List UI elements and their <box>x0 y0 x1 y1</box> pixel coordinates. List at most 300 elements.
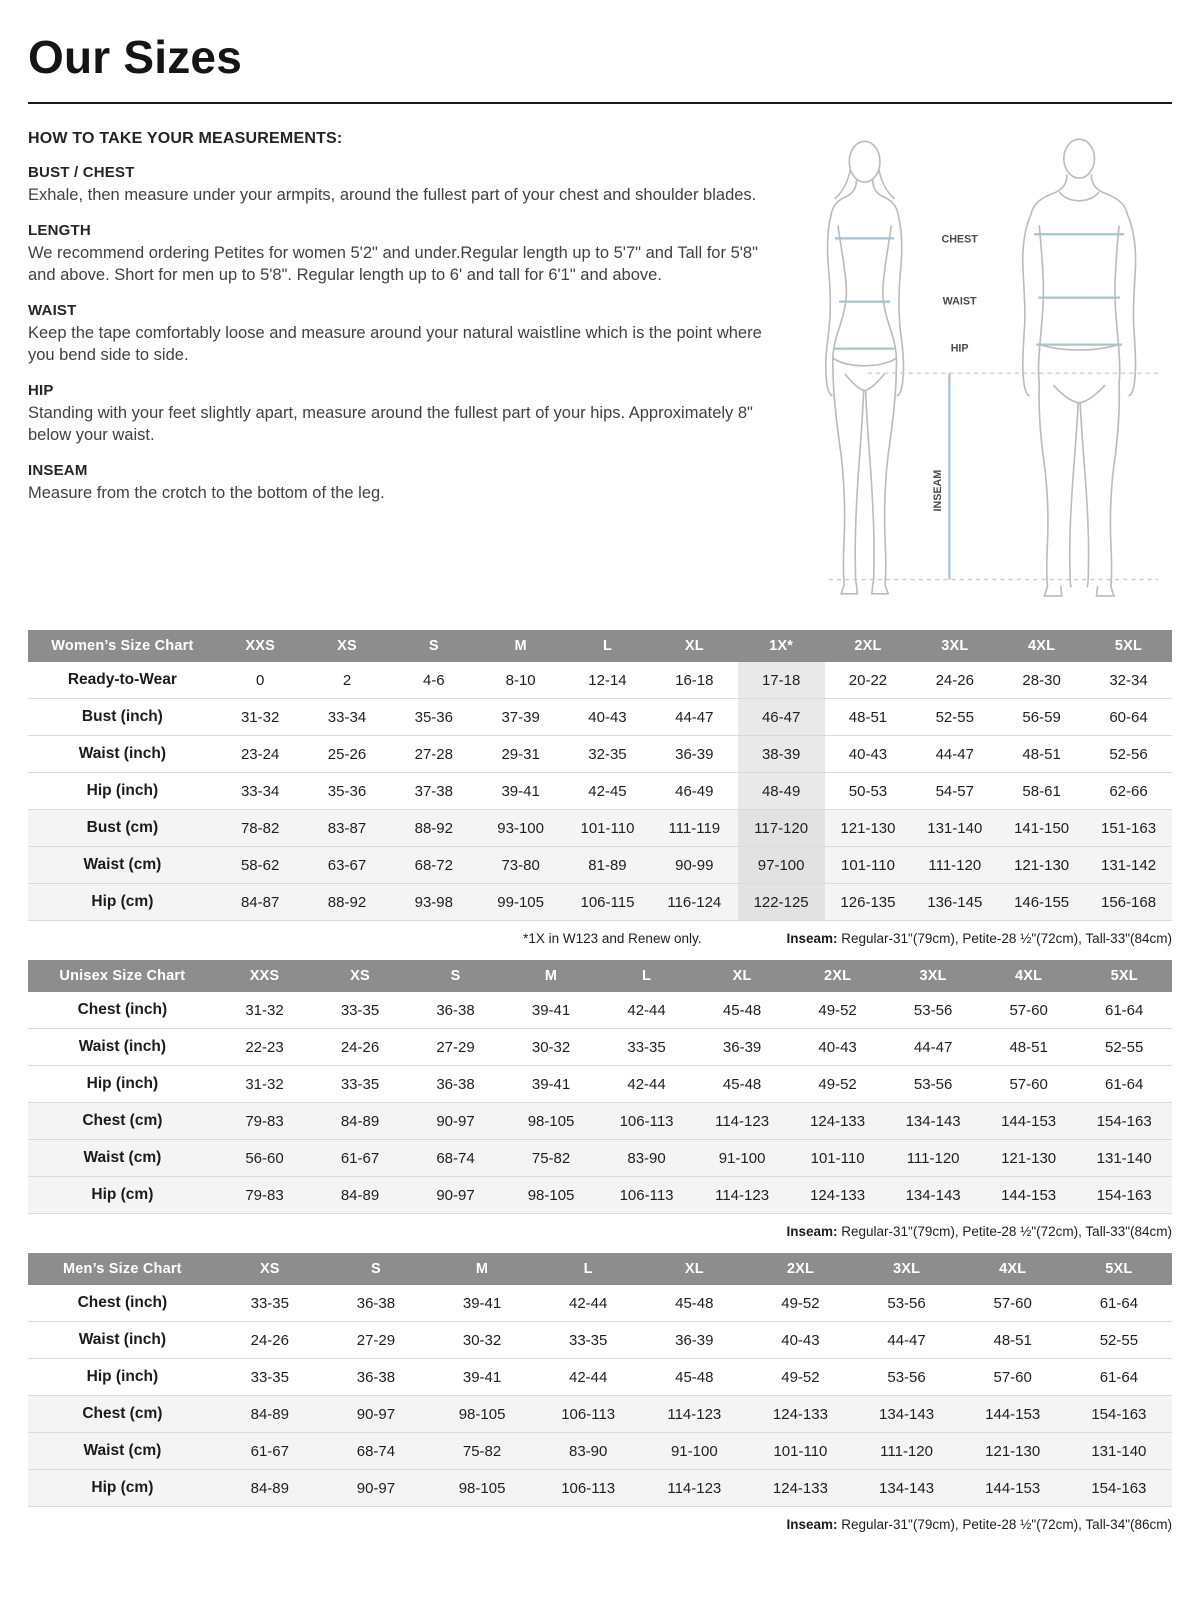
size-value-cell: 144-153 <box>981 1103 1077 1140</box>
size-value-cell: 27-29 <box>323 1322 429 1359</box>
size-value-cell: 131-140 <box>1066 1433 1172 1470</box>
size-value-cell: 126-135 <box>825 884 912 921</box>
instruction-label: BUST / CHEST <box>28 164 135 181</box>
row-label-cell: Hip (cm) <box>28 1470 217 1507</box>
size-value-cell: 30-32 <box>503 1029 599 1066</box>
size-value-cell: 84-89 <box>217 1396 323 1433</box>
size-value-cell: 54-57 <box>911 773 998 810</box>
size-value-cell: 79-83 <box>217 1177 313 1214</box>
size-value-cell: 57-60 <box>981 1066 1077 1103</box>
size-table-row <box>28 1285 1172 1322</box>
size-value-cell: 98-105 <box>429 1396 535 1433</box>
size-value-cell: 48-51 <box>960 1322 1066 1359</box>
size-value-cell: 42-44 <box>599 992 695 1029</box>
size-value-cell: 40-43 <box>790 1029 886 1066</box>
mens-table-footnotes <box>28 1517 1172 1532</box>
size-value-cell: 36-38 <box>323 1359 429 1396</box>
unisex-size-chart-section <box>28 960 1172 1239</box>
size-column-header: M <box>477 630 564 662</box>
size-table-row <box>28 1433 1172 1470</box>
size-column-header: XL <box>694 960 790 992</box>
instruction-section-length <box>28 222 768 287</box>
instruction-label: WAIST <box>28 301 77 319</box>
size-value-cell: 42-45 <box>564 773 651 810</box>
size-column-header: M <box>503 960 599 992</box>
size-value-cell: 141-150 <box>998 810 1085 847</box>
size-value-cell: 27-29 <box>408 1029 504 1066</box>
size-value-cell: 61-64 <box>1066 1359 1172 1396</box>
size-column-header: L <box>599 960 695 992</box>
instruction-label: INSEAM <box>28 461 88 479</box>
row-label-cell: Waist (cm) <box>28 1140 217 1177</box>
size-table-row <box>28 1066 1172 1103</box>
size-value-cell: 68-72 <box>390 847 477 884</box>
size-column-header: S <box>323 1253 429 1285</box>
size-value-cell: 52-55 <box>911 699 998 736</box>
size-value-cell: 98-105 <box>503 1177 599 1214</box>
size-value-cell: 101-110 <box>825 847 912 884</box>
diagram-label-group <box>932 233 978 511</box>
table-footnote: Inseam: Regular-31"(79cm), Petite-28 ½"(72cm), Tall-33"(84cm) <box>786 931 1172 947</box>
size-table-header-row <box>28 960 1172 992</box>
size-value-cell: 121-130 <box>960 1433 1066 1470</box>
size-column-header: 5XL <box>1076 960 1172 992</box>
size-table-row <box>28 1140 1172 1177</box>
size-value-cell: 75-82 <box>503 1140 599 1177</box>
size-value-cell: 98-105 <box>429 1470 535 1507</box>
row-label-cell: Chest (cm) <box>28 1396 217 1433</box>
size-value-cell: 49-52 <box>790 992 886 1029</box>
size-column-header: 3XL <box>911 630 998 662</box>
size-table-header-row <box>28 630 1172 662</box>
mens-size-chart-section <box>28 1253 1172 1532</box>
size-value-cell: 68-74 <box>408 1140 504 1177</box>
size-value-cell: 144-153 <box>960 1470 1066 1507</box>
size-value-cell: 106-113 <box>599 1103 695 1140</box>
size-value-cell: 4-6 <box>390 662 477 699</box>
size-value-cell: 2 <box>304 662 391 699</box>
size-value-cell: 16-18 <box>651 662 738 699</box>
size-value-cell: 36-39 <box>651 736 738 773</box>
size-value-cell: 114-123 <box>694 1177 790 1214</box>
size-value-cell: 111-120 <box>885 1140 981 1177</box>
size-value-cell: 79-83 <box>217 1103 313 1140</box>
size-value-cell: 61-64 <box>1066 1285 1172 1322</box>
size-value-cell: 57-60 <box>981 992 1077 1029</box>
size-value-cell: 24-26 <box>217 1322 323 1359</box>
size-value-cell: 75-82 <box>429 1433 535 1470</box>
size-table-row <box>28 699 1172 736</box>
instruction-section-waist <box>28 302 768 367</box>
size-value-cell: 144-153 <box>981 1177 1077 1214</box>
row-label-cell: Bust (cm) <box>28 810 217 847</box>
size-column-header: 2XL <box>747 1253 853 1285</box>
size-value-cell: 84-87 <box>217 884 304 921</box>
size-value-cell: 28-30 <box>998 662 1085 699</box>
size-table-row <box>28 1322 1172 1359</box>
size-column-header: 2XL <box>825 630 912 662</box>
size-value-cell: 106-113 <box>535 1470 641 1507</box>
size-value-cell: 25-26 <box>304 736 391 773</box>
size-value-cell: 58-62 <box>217 847 304 884</box>
size-value-cell: 31-32 <box>217 992 313 1029</box>
size-table-row <box>28 1029 1172 1066</box>
hip-diagram-label: HIP <box>950 342 969 355</box>
instruction-text: We recommend ordering Petites for women 5'2" and under.Regular length up to 5'7" and Tall for 5'8" and above. Short for men up to 5'8". Regular length up to 6' and tall for 6'1" and above. <box>28 243 758 284</box>
size-column-header: 5XL <box>1066 1253 1172 1285</box>
size-table-row <box>28 1103 1172 1140</box>
howto-heading: HOW TO TAKE YOUR MEASUREMENTS: <box>28 130 343 147</box>
size-value-cell: 84-89 <box>312 1103 408 1140</box>
size-value-cell: 33-35 <box>535 1322 641 1359</box>
size-table-row <box>28 1359 1172 1396</box>
size-value-cell: 39-41 <box>477 773 564 810</box>
size-column-header: XS <box>312 960 408 992</box>
size-value-cell: 144-153 <box>960 1396 1066 1433</box>
table-title-cell: Men’s Size Chart <box>28 1253 217 1285</box>
size-value-cell: 83-90 <box>599 1140 695 1177</box>
size-value-cell: 30-32 <box>429 1322 535 1359</box>
size-value-cell: 106-113 <box>599 1177 695 1214</box>
size-value-cell: 63-67 <box>304 847 391 884</box>
size-value-cell: 91-100 <box>641 1433 747 1470</box>
size-value-cell: 56-60 <box>217 1140 313 1177</box>
row-label-cell: Chest (inch) <box>28 992 217 1029</box>
title-divider <box>28 102 1172 104</box>
size-table-row <box>28 847 1172 884</box>
size-value-cell: 53-56 <box>854 1359 960 1396</box>
row-label-cell: Waist (inch) <box>28 1322 217 1359</box>
size-table-row <box>28 662 1172 699</box>
size-value-cell: 60-64 <box>1085 699 1172 736</box>
size-value-cell: 12-14 <box>564 662 651 699</box>
man-figure-outline <box>1023 139 1136 596</box>
size-value-cell: 136-145 <box>911 884 998 921</box>
size-value-cell: 84-89 <box>312 1177 408 1214</box>
size-value-cell: 29-31 <box>477 736 564 773</box>
size-value-cell: 90-97 <box>408 1177 504 1214</box>
size-value-cell: 48-51 <box>825 699 912 736</box>
intro-row <box>28 128 1172 608</box>
size-value-cell: 58-61 <box>998 773 1085 810</box>
row-label-cell: Chest (inch) <box>28 1285 217 1322</box>
size-value-cell: 36-39 <box>694 1029 790 1066</box>
size-value-cell: 35-36 <box>390 699 477 736</box>
size-column-header: 4XL <box>960 1253 1066 1285</box>
row-label-cell: Chest (cm) <box>28 1103 217 1140</box>
size-value-cell: 33-35 <box>599 1029 695 1066</box>
size-value-cell: 45-48 <box>641 1359 747 1396</box>
measurement-diagram <box>788 128 1166 608</box>
size-value-cell: 36-38 <box>408 1066 504 1103</box>
row-label-cell: Ready-to-Wear <box>28 662 217 699</box>
size-value-cell: 49-52 <box>747 1285 853 1322</box>
size-value-cell: 90-99 <box>651 847 738 884</box>
size-value-cell: 88-92 <box>304 884 391 921</box>
size-value-cell: 68-74 <box>323 1433 429 1470</box>
size-value-cell: 44-47 <box>854 1322 960 1359</box>
size-value-cell: 40-43 <box>825 736 912 773</box>
size-value-cell: 83-87 <box>304 810 391 847</box>
size-value-cell: 35-36 <box>304 773 391 810</box>
size-value-cell: 134-143 <box>854 1470 960 1507</box>
size-column-header: S <box>408 960 504 992</box>
size-value-cell: 49-52 <box>747 1359 853 1396</box>
size-value-cell: 20-22 <box>825 662 912 699</box>
size-column-header: S <box>390 630 477 662</box>
size-value-cell: 121-130 <box>998 847 1085 884</box>
size-value-cell: 61-64 <box>1076 1066 1172 1103</box>
size-value-cell: 121-130 <box>825 810 912 847</box>
instruction-text: Keep the tape comfortably loose and measure around your natural waistline which is the point where you bend side to side. <box>28 323 762 364</box>
size-value-cell: 22-23 <box>217 1029 313 1066</box>
size-value-cell: 44-47 <box>651 699 738 736</box>
size-value-cell: 131-140 <box>1076 1140 1172 1177</box>
instruction-label: LENGTH <box>28 221 91 239</box>
size-value-cell: 0 <box>217 662 304 699</box>
unisex-size-table <box>28 960 1172 1214</box>
size-value-cell: 48-51 <box>981 1029 1077 1066</box>
size-value-cell: 106-113 <box>535 1396 641 1433</box>
size-value-cell: 33-34 <box>217 773 304 810</box>
size-value-cell: 24-26 <box>312 1029 408 1066</box>
row-label-cell: Waist (cm) <box>28 1433 217 1470</box>
size-value-cell: 83-90 <box>535 1433 641 1470</box>
size-value-cell: 154-163 <box>1076 1103 1172 1140</box>
size-value-cell: 33-35 <box>312 1066 408 1103</box>
size-value-cell: 42-44 <box>535 1359 641 1396</box>
size-value-cell: 36-39 <box>641 1322 747 1359</box>
mens-size-table <box>28 1253 1172 1507</box>
diagram-column <box>788 128 1166 608</box>
size-value-cell: 114-123 <box>694 1103 790 1140</box>
table-footnote: Inseam: Regular-31"(79cm), Petite-28 ½"(72cm), Tall-34"(86cm) <box>786 1517 1172 1533</box>
size-value-cell: 39-41 <box>503 1066 599 1103</box>
size-column-header: 5XL <box>1085 630 1172 662</box>
inseam-diagram-label: INSEAM <box>932 469 945 512</box>
size-value-cell: 57-60 <box>960 1285 1066 1322</box>
size-value-cell: 114-123 <box>641 1396 747 1433</box>
womens-size-chart-section <box>28 630 1172 946</box>
size-value-cell: 131-140 <box>911 810 998 847</box>
size-value-cell: 38-39 <box>738 736 825 773</box>
size-table-row <box>28 884 1172 921</box>
size-value-cell: 23-24 <box>217 736 304 773</box>
size-value-cell: 33-34 <box>304 699 391 736</box>
size-value-cell: 39-41 <box>503 992 599 1029</box>
row-label-cell: Waist (inch) <box>28 736 217 773</box>
size-value-cell: 48-49 <box>738 773 825 810</box>
page-title: Our Sizes <box>28 31 242 83</box>
size-value-cell: 116-124 <box>651 884 738 921</box>
size-value-cell: 52-55 <box>1076 1029 1172 1066</box>
size-value-cell: 93-98 <box>390 884 477 921</box>
size-value-cell: 61-67 <box>217 1433 323 1470</box>
size-value-cell: 111-120 <box>911 847 998 884</box>
size-value-cell: 36-38 <box>323 1285 429 1322</box>
size-value-cell: 106-115 <box>564 884 651 921</box>
unisex-table-footnotes <box>28 1224 1172 1239</box>
size-column-header: XS <box>217 1253 323 1285</box>
size-value-cell: 101-110 <box>564 810 651 847</box>
size-value-cell: 57-60 <box>960 1359 1066 1396</box>
size-value-cell: 50-53 <box>825 773 912 810</box>
size-value-cell: 44-47 <box>911 736 998 773</box>
size-value-cell: 131-142 <box>1085 847 1172 884</box>
size-column-header: 1X* <box>738 630 825 662</box>
size-value-cell: 40-43 <box>564 699 651 736</box>
row-label-cell: Hip (inch) <box>28 773 217 810</box>
size-value-cell: 39-41 <box>429 1359 535 1396</box>
instruction-text: Standing with your feet slightly apart, measure around the fullest part of your hips. Approximately 8" below your waist. <box>28 403 753 444</box>
size-table-row <box>28 810 1172 847</box>
size-value-cell: 114-123 <box>641 1470 747 1507</box>
size-value-cell: 24-26 <box>911 662 998 699</box>
size-value-cell: 84-89 <box>217 1470 323 1507</box>
size-value-cell: 40-43 <box>747 1322 853 1359</box>
row-label-cell: Waist (cm) <box>28 847 217 884</box>
table-title-cell: Women’s Size Chart <box>28 630 217 662</box>
size-value-cell: 101-110 <box>747 1433 853 1470</box>
size-column-header: 3XL <box>885 960 981 992</box>
size-value-cell: 36-38 <box>408 992 504 1029</box>
size-table-row <box>28 992 1172 1029</box>
size-value-cell: 97-100 <box>738 847 825 884</box>
womens-size-table <box>28 630 1172 921</box>
size-value-cell: 39-41 <box>429 1285 535 1322</box>
size-value-cell: 111-120 <box>854 1433 960 1470</box>
size-value-cell: 151-163 <box>1085 810 1172 847</box>
size-value-cell: 31-32 <box>217 1066 313 1103</box>
size-value-cell: 93-100 <box>477 810 564 847</box>
size-column-header: 4XL <box>981 960 1077 992</box>
size-value-cell: 90-97 <box>323 1396 429 1433</box>
size-value-cell: 53-56 <box>885 992 981 1029</box>
size-column-header: 4XL <box>998 630 1085 662</box>
row-label-cell: Bust (inch) <box>28 699 217 736</box>
size-value-cell: 73-80 <box>477 847 564 884</box>
table-footnote: *1X in W123 and Renew only. <box>523 931 702 947</box>
size-column-header: L <box>535 1253 641 1285</box>
size-column-header: XXS <box>217 630 304 662</box>
womens-table-footnotes <box>28 931 1172 946</box>
size-value-cell: 90-97 <box>323 1470 429 1507</box>
size-value-cell: 124-133 <box>747 1396 853 1433</box>
table-footnote: Inseam: Regular-31"(79cm), Petite-28 ½"(72cm), Tall-33"(84cm) <box>786 1224 1172 1240</box>
size-table-row <box>28 736 1172 773</box>
size-value-cell: 42-44 <box>535 1285 641 1322</box>
size-value-cell: 33-35 <box>312 992 408 1029</box>
size-column-header: XXS <box>217 960 313 992</box>
instruction-section-inseam <box>28 462 768 505</box>
size-value-cell: 122-125 <box>738 884 825 921</box>
size-value-cell: 32-34 <box>1085 662 1172 699</box>
size-value-cell: 45-48 <box>641 1285 747 1322</box>
size-column-header: XL <box>651 630 738 662</box>
row-label-cell: Hip (inch) <box>28 1066 217 1103</box>
size-column-header: 3XL <box>854 1253 960 1285</box>
size-table-header-row <box>28 1253 1172 1285</box>
instruction-section-hip <box>28 382 768 447</box>
size-value-cell: 45-48 <box>694 1066 790 1103</box>
size-value-cell: 99-105 <box>477 884 564 921</box>
size-column-header: XS <box>304 630 391 662</box>
row-label-cell: Hip (inch) <box>28 1359 217 1396</box>
inseam-guide-lines <box>829 373 1158 579</box>
size-value-cell: 31-32 <box>217 699 304 736</box>
row-label-cell: Waist (inch) <box>28 1029 217 1066</box>
size-value-cell: 134-143 <box>885 1177 981 1214</box>
size-value-cell: 156-168 <box>1085 884 1172 921</box>
size-value-cell: 52-56 <box>1085 736 1172 773</box>
size-value-cell: 134-143 <box>854 1396 960 1433</box>
woman-figure-outline <box>826 141 904 594</box>
size-table-row <box>28 1177 1172 1214</box>
size-value-cell: 33-35 <box>217 1359 323 1396</box>
size-value-cell: 81-89 <box>564 847 651 884</box>
size-value-cell: 78-82 <box>217 810 304 847</box>
size-value-cell: 27-28 <box>390 736 477 773</box>
size-value-cell: 154-163 <box>1066 1470 1172 1507</box>
size-value-cell: 46-49 <box>651 773 738 810</box>
size-value-cell: 88-92 <box>390 810 477 847</box>
size-table-row <box>28 1470 1172 1507</box>
size-value-cell: 117-120 <box>738 810 825 847</box>
size-column-header: L <box>564 630 651 662</box>
instruction-text: Exhale, then measure under your armpits, around the fullest part of your chest and shoulder blades. <box>28 186 757 204</box>
instruction-label: HIP <box>28 381 54 399</box>
size-value-cell: 61-67 <box>312 1140 408 1177</box>
size-value-cell: 8-10 <box>477 662 564 699</box>
row-label-cell: Hip (cm) <box>28 1177 217 1214</box>
size-value-cell: 91-100 <box>694 1140 790 1177</box>
size-column-header: M <box>429 1253 535 1285</box>
instruction-section-bust-chest <box>28 164 768 207</box>
size-value-cell: 146-155 <box>998 884 1085 921</box>
size-value-cell: 134-143 <box>885 1103 981 1140</box>
size-table-row <box>28 773 1172 810</box>
size-table-row <box>28 1396 1172 1433</box>
size-value-cell: 49-52 <box>790 1066 886 1103</box>
size-value-cell: 90-97 <box>408 1103 504 1140</box>
size-value-cell: 101-110 <box>790 1140 886 1177</box>
size-value-cell: 17-18 <box>738 662 825 699</box>
chest-diagram-label: CHEST <box>941 233 978 246</box>
waist-diagram-label: WAIST <box>942 295 977 308</box>
size-value-cell: 98-105 <box>503 1103 599 1140</box>
size-value-cell: 33-35 <box>217 1285 323 1322</box>
size-value-cell: 154-163 <box>1076 1177 1172 1214</box>
size-column-header: XL <box>641 1253 747 1285</box>
size-value-cell: 37-39 <box>477 699 564 736</box>
size-value-cell: 52-55 <box>1066 1322 1172 1359</box>
size-value-cell: 111-119 <box>651 810 738 847</box>
size-value-cell: 61-64 <box>1076 992 1172 1029</box>
size-value-cell: 121-130 <box>981 1140 1077 1177</box>
size-value-cell: 124-133 <box>790 1103 886 1140</box>
size-value-cell: 32-35 <box>564 736 651 773</box>
size-value-cell: 53-56 <box>854 1285 960 1322</box>
size-value-cell: 124-133 <box>790 1177 886 1214</box>
instructions-column <box>28 128 768 608</box>
size-value-cell: 48-51 <box>998 736 1085 773</box>
size-value-cell: 42-44 <box>599 1066 695 1103</box>
size-value-cell: 62-66 <box>1085 773 1172 810</box>
size-value-cell: 44-47 <box>885 1029 981 1066</box>
table-title-cell: Unisex Size Chart <box>28 960 217 992</box>
instruction-text: Measure from the crotch to the bottom of the leg. <box>28 483 385 502</box>
size-column-header: 2XL <box>790 960 886 992</box>
